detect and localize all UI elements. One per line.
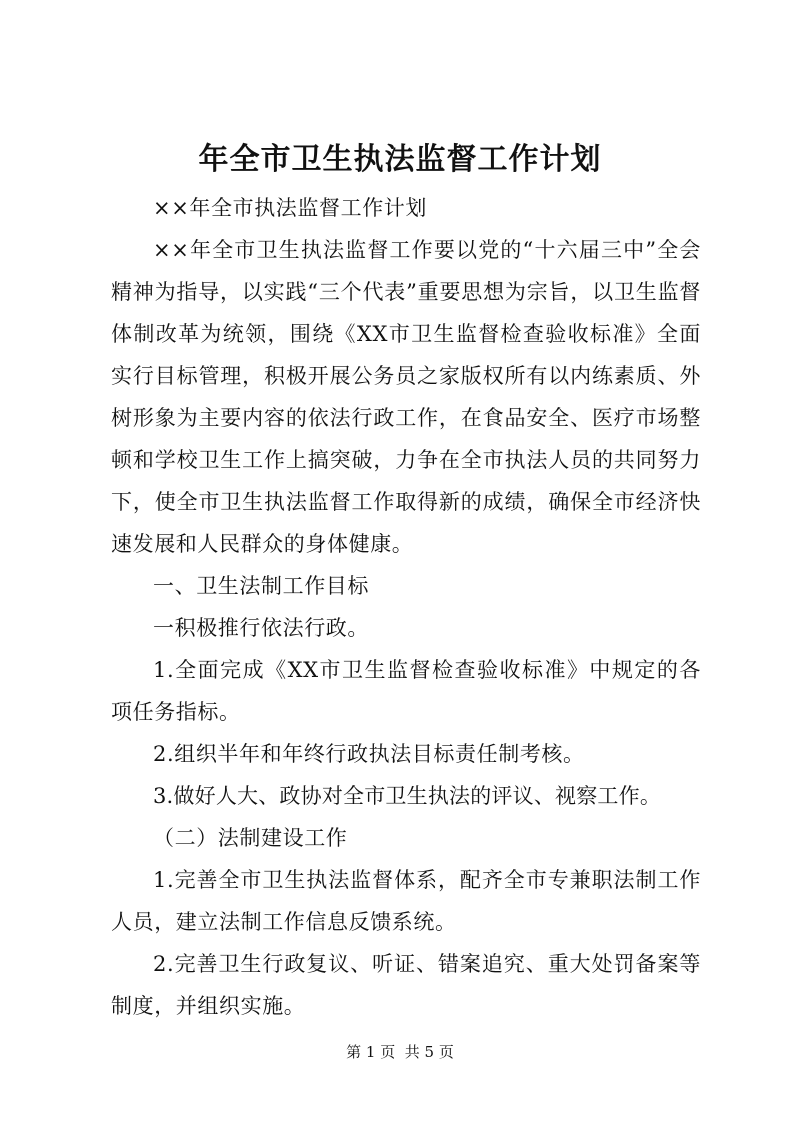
document-title: 年全市卫生执法监督工作计划 [198,142,602,177]
paragraph-subtitle: ××年全市执法监督工作计划 [153,196,427,220]
list-item: 3.做好人大、政协对全市卫生执法的评议、视察工作。 [153,784,662,808]
paragraph-intro: ××年全市卫生执法监督工作要以党的“十六届三中”全会精神为指导，以实践“三个代表”重要思想为宗旨，以卫生监督体制改革为统领，围绕《XX市卫生监督检查验收标准》全面实行目标管理，积极开展公务员之家版权所有以内练素质、外树形象为主要内容的依法行政工作，在食品安全、医疗市场整顿和学校卫生工作上搞突破，力争在全市执法人员的共同努力下，使全市卫生执法监督工作取得新的成绩，确保全市经济快速发展和人民群众的身体健康。 [111,238,701,556]
subsection-heading-1: 一积极推行依法行政。 [153,616,369,640]
section-heading-1: 一、卫生法制工作目标 [153,574,369,598]
document-body [111,187,701,1027]
page-number-footer: 第 1 页 共 5 页 [346,1043,454,1061]
list-item: 2.完善卫生行政复议、听证、错案追究、重大处罚备案等制度，并组织实施。 [111,952,701,1018]
list-item: 2.组织半年和年终行政执法目标责任制考核。 [153,742,585,766]
list-item: 1.全面完成《XX市卫生监督检查验收标准》中规定的各项任务指标。 [111,658,701,724]
subsection-heading-2: （二）法制建设工作 [153,826,348,850]
list-item: 1.完善全市卫生执法监督体系，配齐全市专兼职法制工作人员，建立法制工作信息反馈系统。 [111,868,701,934]
